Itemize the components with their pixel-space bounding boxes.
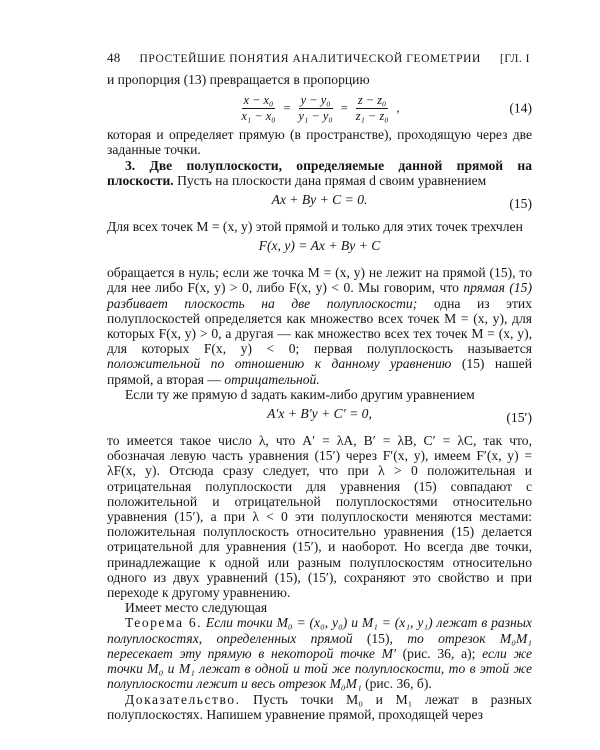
equation-number-15: (15) [509, 196, 532, 212]
running-header [107, 50, 530, 66]
theorem-6: Теорема 6. Если точки M₀ = (x₀, y₀) и M₁ = (x₁, y₁) лежат в разных полуплоскостях, определенных прямой (15), то отрезок M₀M₁ пересекает эту прямую в некоторой точке M′ (рис. 36, а); если же точки M₀ и M₁ лежат в одной и той же полуплоскости, то в этой же полуплоскости лежит и весь отрезок M₀M₁ (рис. 36, б). [107, 615, 532, 692]
chapter-label: [ГЛ. I [499, 53, 530, 65]
section-3-paragraph: 3. Две полуплоскости, определяемые данной прямой на плоскости. Пусть на плоскости дана прямая d своим уравнением [107, 157, 532, 188]
theorem-label: Теорема 6. [125, 615, 203, 631]
page-body [107, 72, 532, 722]
fraction-x: $\frac{\text{x − x₀}}{\text{x₁ − x₀}}$ [241, 92, 276, 123]
equation-trinomial: F(x, y) = Ax + By + C [258, 238, 381, 254]
equation-number-15-prime: (15′) [506, 410, 532, 426]
paragraph-1: и пропорция (13) превращается в пропорцию [107, 72, 370, 87]
fraction-z: $\frac{\text{z − z₀}}{\text{z₁ − z₀}}$ [355, 92, 389, 123]
proof-paragraph: Доказательство. Пусть точки M₀ и M₁ лежат в разных полуплоскостях. Напишем уравнение прямой, проходящей через [107, 691, 532, 722]
equation-15-prime: A′x + B′y + C′ = 0, (15′) [267, 406, 532, 426]
page-number: 48 [107, 50, 121, 65]
paragraph-2: которая и определяет прямую (в пространстве), проходящую через две заданные точки. [107, 127, 532, 158]
paragraph-6: Если ту же прямую d задать каким-либо другим уравнением [125, 386, 475, 402]
equation-14: $\frac{\text{x − x₀}}{\text{x₁ − x₀}}$ = $\frac{\text{y − y₀}}{\text{y₁ − y₀}}$ = $\frac{\text{z − z₀}}{\text{z₁ − z₀}}$ , (14) [241, 92, 532, 123]
running-title: ПРОСТЕЙШИЕ ПОНЯТИЯ АНАЛИТИЧЕСКОЙ ГЕОМЕТРИИ [139, 53, 481, 65]
section-heading: 3. Две полуплоскости, определяемые данной прямой на плоскости. [107, 157, 532, 188]
proof-label: Доказательство. [125, 691, 241, 707]
paragraph-7: то имеется такое число λ, что A′ = λA, B′ = λB, C′ = λC, так что, обозначая левую часть уравнения (15′) через F′(x, y), имеем F′(x, y) = λF(x, y). Отсюда сразу следует, что при λ > 0 положительная и отрицательная полуплоскости для уравнения (15) совпадают с положительной и отрицательной полуплоскостями относительно уравнения (15′), а при λ < 0 эти полуплоскости меняются местами: положительная полуплоскость относительно уравнения (15) делается отрицательной для уравнения (15′), и наоборот. Но всегда две точки, принадлежащие к одной или разным полуплоскостям относительно одного из двух уравнений (15), (15′), сохраняют это свойство и при переходе к другому уравнению. [107, 433, 532, 601]
equation-15: Ax + By + C = 0. (15) [271, 192, 532, 212]
paragraph-8: Имеет место следующая [125, 600, 268, 616]
equation-number-14: (14) [509, 100, 532, 116]
paragraph-4: Для всех точек M = (x, y) этой прямой и только для этих точек трехчлен [107, 219, 523, 235]
fraction-y: $\frac{\text{y − y₀}}{\text{y₁ − y₀}}$ [298, 92, 333, 123]
paragraph-5: обращается в нуль; если же точка M = (x, y) не лежит на прямой (15), то для нее либо F(x, y) > 0, либо F(x, y) < 0. Мы говорим, что прямая (15) разбивает плоскость на две полуплоскости; одна из этих полуплоскостей определяется как множество всех точек M = (x, y), для которых F(x, y) > 0, а другая — как множество всех тех точек M = (x, y), для которых F(x, y) < 0; первая полуплоскость называется положительной по отношению к данному уравнению (15) нашей прямой, а вторая — отрицательной. [107, 265, 533, 387]
